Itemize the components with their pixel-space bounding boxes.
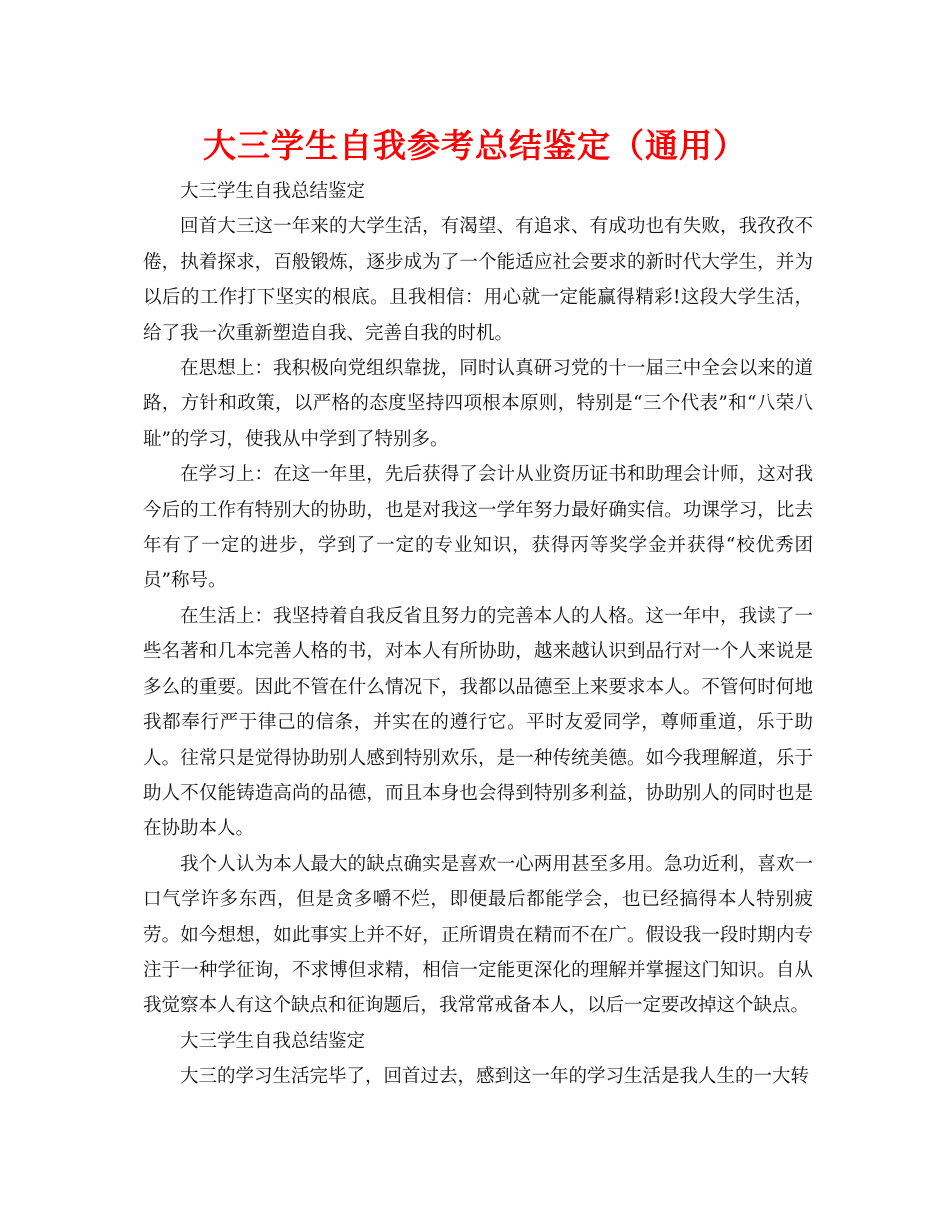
paragraph-thought: 在思想上：我积极向党组织靠拢，同时认真研习党的十一届三中全会以来的道路，方针和政策，以严格的态度坚持四项根本原则，特别是“三个代表”和“八荣八耻”的学习，使我从中学到了特别多。 [143, 358, 813, 450]
paragraph-closing: 大三的学习生活完毕了，回首过去，感到这一年的学习生活是我人生的一大转 [180, 1066, 810, 1088]
document-title: 大三学生自我参考总结鉴定（通用） [203, 126, 747, 165]
paragraph-shortcoming: 我个人认为本人最大的缺点确实是喜欢一心两用甚至多用。急功近利，喜欢一口气学许多东西，但是贪多嚼不烂，即便最后都能学会，也已经搞得本人特别疲劳。如今想想，如此事实上并不好，正所谓贵在精而不在广。假设我一段时期内专注于一种学征询，不求博但求精，相信一定能更深化的理解并掌握这门知识。自从我觉察本人有这个缺点和征询题后，我常常戒备本人，以后一定要改掉这个缺点。 [143, 853, 813, 1017]
paragraph-study: 在学习上：在这一年里，先后获得了会计从业资历证书和助理会计师，这对我今后的工作有特别大的协助，也是对我这一学年努力最好确实信。功课学习，比去年有了一定的进步，学到了一定的专业知识，获得丙等奖学金并获得“校优秀团员”称号。 [143, 464, 813, 592]
document-body [143, 174, 813, 1095]
paragraph-life: 在生活上：我坚持着自我反省且努力的完善本人的人格。这一年中，我读了一些名著和几本完善人格的书，对本人有所协助，越来越认识到品行对一个人来说是多么的重要。因此不管在什么情况下，我都以品德至上来要求本人。不管何时何地我都奉行严于律己的信条，并实在的遵行它。平时友爱同学，尊师重道，乐于助人。往常只是觉得协助别人感到特别欢乐，是一种传统美德。如今我理解道，乐于助人不仅能铸造高尚的品德，而且本身也会得到特别多利益，协助别人的同时也是在协助本人。 [143, 605, 813, 840]
paragraph-intro: 回首大三这一年来的大学生活，有渴望、有追求、有成功也有失败，我孜孜不倦，执着探求，百般锻炼，逐步成为了一个能适应社会要求的新时代大学生，并为以后的工作打下坚实的根底。且我相信：用心就一定能赢得精彩!这段大学生活，给了我一次重新塑造自我、完善自我的时机。 [143, 216, 813, 344]
section-heading: 大三学生自我总结鉴定 [180, 181, 366, 202]
section-heading: 大三学生自我总结鉴定 [180, 1030, 366, 1052]
